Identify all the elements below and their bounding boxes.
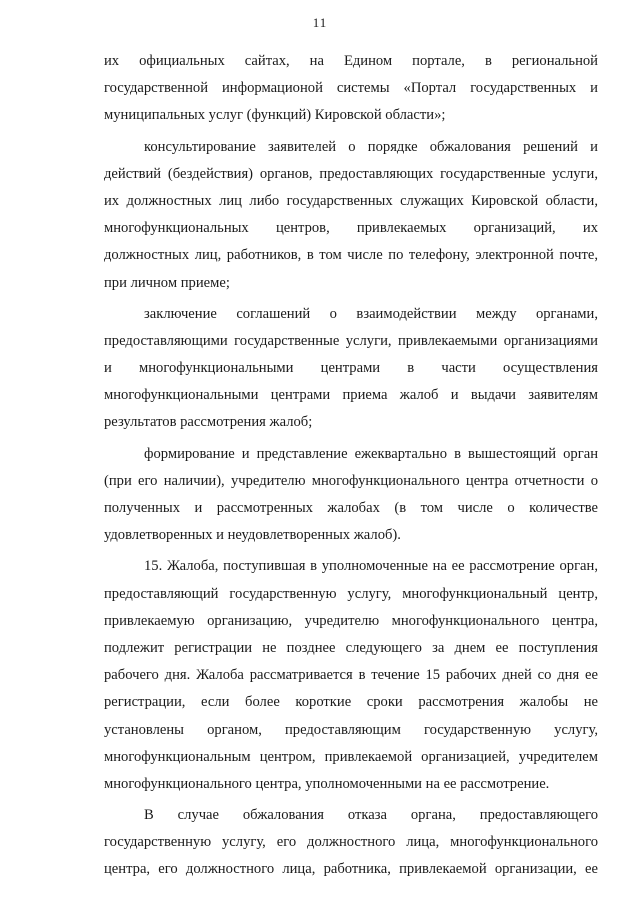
text-line: должностных лиц, работников, в том числе по телефону, электронной почте, bbox=[104, 247, 598, 264]
text-line: 15. Жалоба, поступившая в уполномоченные на ее рассмотрение орган, bbox=[144, 558, 598, 575]
text-line: консультирование заявителей о порядке обжалования решений и bbox=[144, 138, 598, 155]
document-body bbox=[104, 48, 598, 884]
text-line: формирование и представление ежеквартально в вышестоящий орган bbox=[144, 445, 598, 462]
text-line: их должностных лиц либо государственных служащих Кировской области, bbox=[104, 192, 598, 209]
text-line: заключение соглашений о взаимодействии между органами, bbox=[144, 305, 598, 322]
text-line: полученных и рассмотренных жалобах (в том числе о количестве bbox=[104, 500, 598, 516]
text-line: государственной информационой системы «Портал государственных и bbox=[104, 80, 598, 97]
text-line: регистрации, если более короткие сроки рассмотрения жалобы не bbox=[104, 694, 598, 711]
text-line: центра, его должностного лица, работника, привлекаемой организации, ее bbox=[104, 861, 598, 878]
text-line: привлекаемую организацию, учредителю многофункционального центра, bbox=[104, 612, 598, 629]
text-line: (при его наличии), учредителю многофункционального центра отчетности о bbox=[104, 472, 598, 489]
text-line: В случае обжалования отказа органа, предоставляющего bbox=[144, 807, 598, 824]
text-line: многофункциональными центрами приема жалоб и выдачи заявителям bbox=[104, 387, 598, 404]
text-line: многофункциональным центром, привлекаемой организацией, учредителем bbox=[104, 748, 598, 765]
text-line: муниципальных услуг (функций) Кировской области»; bbox=[104, 107, 446, 124]
page-number: 11 bbox=[312, 15, 328, 30]
text-line: многофункционального центра, уполномоченными на ее рассмотрение. bbox=[104, 775, 550, 792]
text-line: при личном приеме; bbox=[104, 274, 230, 291]
text-line: удовлетворенных и неудовлетворенных жалоб). bbox=[104, 527, 401, 544]
text-line: подлежит регистрации не позднее следующего за днем ее поступления bbox=[104, 639, 598, 656]
text-line: действий (бездействия) органов, предоставляющих государственные услуги, bbox=[104, 165, 598, 182]
text-line: установлены органом, предоставляющим государственную услугу, bbox=[104, 721, 598, 738]
text-line: предоставляющий государственную услугу, многофункциональный центр, bbox=[104, 585, 598, 602]
text-line: результатов рассмотрения жалоб; bbox=[104, 414, 313, 431]
text-line: рабочего дня. Жалоба рассматривается в течение 15 рабочих дней со дня ее bbox=[104, 667, 598, 684]
text-line: их официальных сайтах, на Едином портале, в региональной bbox=[104, 53, 598, 69]
text-line: и многофункциональными центрами в части осуществления bbox=[104, 360, 598, 377]
text-line: предоставляющими государственные услуги, привлекаемыми организациями bbox=[104, 332, 598, 349]
text-line: многофункциональных центров, привлекаемых организаций, их bbox=[104, 220, 598, 237]
text-line: государственную услугу, его должностного лица, многофункционального bbox=[104, 834, 598, 851]
